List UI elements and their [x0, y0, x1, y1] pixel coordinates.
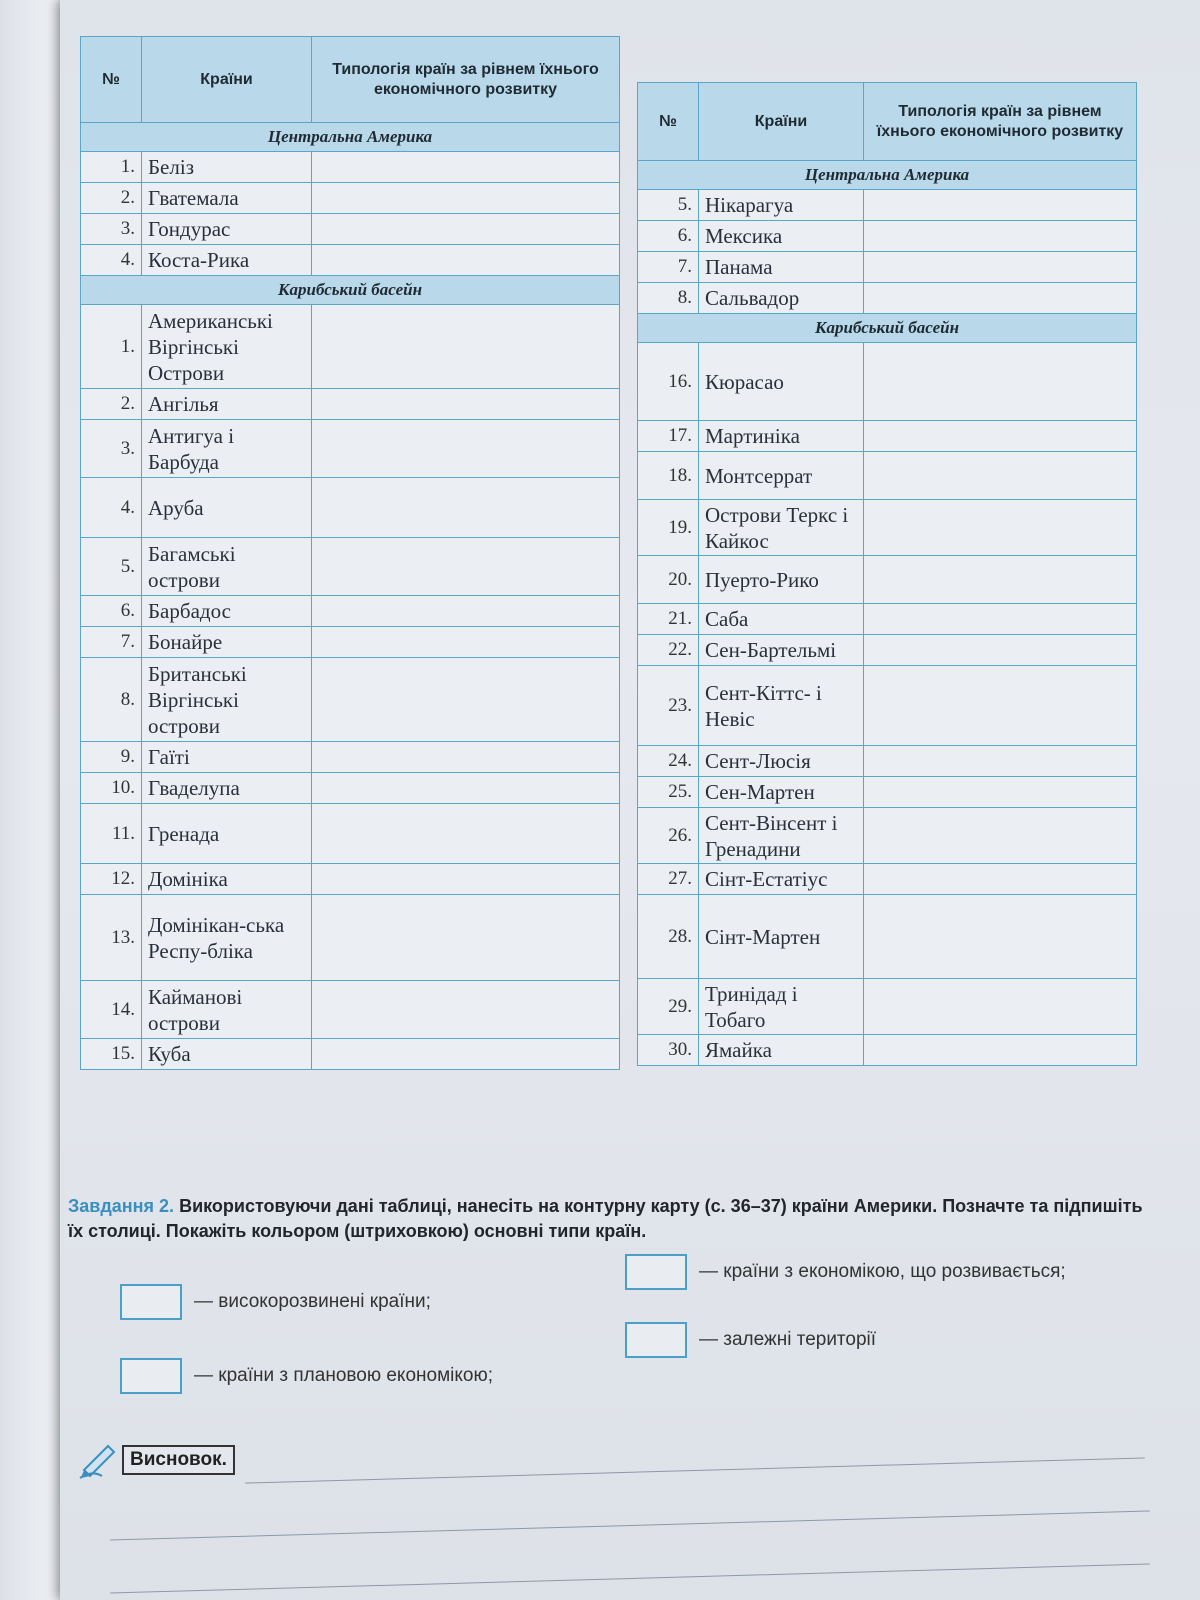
- row-number: 22.: [638, 635, 699, 666]
- typology-cell[interactable]: [312, 305, 620, 389]
- table-row: [638, 452, 1137, 500]
- row-number: 3.: [81, 420, 142, 478]
- country-name: Домініка: [142, 864, 312, 895]
- table-row: [638, 979, 1137, 1035]
- row-number: 7.: [81, 627, 142, 658]
- table-row: [81, 596, 620, 627]
- row-number: 2.: [81, 183, 142, 214]
- section-row: [638, 314, 1137, 343]
- table-row: [81, 389, 620, 420]
- row-number: 5.: [81, 538, 142, 596]
- row-number: 1.: [81, 152, 142, 183]
- row-number: 19.: [638, 500, 699, 556]
- typology-cell[interactable]: [312, 773, 620, 804]
- legend-label-developed: — високорозвинені країни;: [194, 1291, 431, 1312]
- table-row: [638, 604, 1137, 635]
- row-number: 14.: [81, 981, 142, 1039]
- country-name: Багамські острови: [142, 538, 312, 596]
- typology-cell[interactable]: [312, 214, 620, 245]
- typology-cell[interactable]: [864, 808, 1137, 864]
- table-row: [81, 305, 620, 389]
- country-name: Нікарагуа: [699, 190, 864, 221]
- countries-table-right: [637, 82, 1137, 1066]
- country-name: Сен-Бартельмі: [699, 635, 864, 666]
- typology-cell[interactable]: [864, 666, 1137, 746]
- typology-cell[interactable]: [312, 596, 620, 627]
- country-name: Барбадос: [142, 596, 312, 627]
- table-row: [81, 245, 620, 276]
- right-table-body: [638, 161, 1137, 1066]
- country-name: Саба: [699, 604, 864, 635]
- typology-cell[interactable]: [864, 635, 1137, 666]
- row-number: 1.: [81, 305, 142, 389]
- row-number: 13.: [81, 895, 142, 981]
- table-row: [638, 556, 1137, 604]
- legend-box-dependent[interactable]: [625, 1322, 687, 1358]
- row-number: 6.: [638, 221, 699, 252]
- table-row: [638, 221, 1137, 252]
- header-typology: Типологія країн за рівнем їхнього економічного розвитку: [864, 83, 1137, 161]
- row-number: 30.: [638, 1035, 699, 1066]
- table-row: [81, 773, 620, 804]
- task-text: Використовуючи дані таблиці, нанесіть на контурну карту (с. 36–37) країни Америки. Позначте та підпишіть їх столиці. Покажіть кольором (штриховкою) основні типи країн.: [68, 1196, 1143, 1241]
- table-row: [638, 895, 1137, 979]
- typology-cell[interactable]: [312, 864, 620, 895]
- typology-cell[interactable]: [864, 452, 1137, 500]
- typology-cell[interactable]: [312, 152, 620, 183]
- country-name: Ангілья: [142, 389, 312, 420]
- table-row: [81, 183, 620, 214]
- table-row: [81, 627, 620, 658]
- section-title: Центральна Америка: [81, 123, 620, 152]
- table-row: [81, 420, 620, 478]
- table-row: [638, 666, 1137, 746]
- legend-developing: [625, 1254, 1066, 1290]
- table-row: [638, 808, 1137, 864]
- country-name: Сен-Мартен: [699, 777, 864, 808]
- table-row: [638, 746, 1137, 777]
- table-row: [81, 981, 620, 1039]
- typology-cell[interactable]: [312, 895, 620, 981]
- row-number: 9.: [81, 742, 142, 773]
- row-number: 5.: [638, 190, 699, 221]
- section-title: Карибський басейн: [638, 314, 1137, 343]
- typology-cell[interactable]: [864, 421, 1137, 452]
- row-number: 24.: [638, 746, 699, 777]
- typology-cell[interactable]: [312, 183, 620, 214]
- legend-label-dependent: — залежні території: [699, 1329, 877, 1350]
- country-name: Кайманові острови: [142, 981, 312, 1039]
- row-number: 26.: [638, 808, 699, 864]
- legend-dependent: [625, 1322, 876, 1358]
- country-name: Домінікан-ська Респу-бліка: [142, 895, 312, 981]
- legend-label-planned: — країни з плановою економікою;: [194, 1365, 493, 1386]
- pen-icon: [78, 1440, 122, 1480]
- country-name: Американські Віргінські Острови: [142, 305, 312, 389]
- left-table-body: [81, 123, 620, 1070]
- header-number: №: [638, 83, 699, 161]
- legend-developed: [120, 1284, 431, 1320]
- table-row: [638, 864, 1137, 895]
- typology-cell[interactable]: [312, 742, 620, 773]
- row-number: 21.: [638, 604, 699, 635]
- country-name: Гондурас: [142, 214, 312, 245]
- row-number: 8.: [638, 283, 699, 314]
- country-name: Гаїті: [142, 742, 312, 773]
- typology-cell[interactable]: [864, 979, 1137, 1035]
- typology-cell[interactable]: [864, 746, 1137, 777]
- table-row: [81, 478, 620, 538]
- table-row: [81, 742, 620, 773]
- typology-cell[interactable]: [312, 804, 620, 864]
- table-row: [638, 190, 1137, 221]
- typology-cell[interactable]: [864, 1035, 1137, 1066]
- typology-cell[interactable]: [312, 658, 620, 742]
- country-name: Сінт-Естатіус: [699, 864, 864, 895]
- typology-cell[interactable]: [312, 981, 620, 1039]
- row-number: 29.: [638, 979, 699, 1035]
- table-row: [81, 804, 620, 864]
- typology-cell[interactable]: [312, 389, 620, 420]
- legend-box-planned[interactable]: [120, 1358, 182, 1394]
- country-name: Антигуа і Барбуда: [142, 420, 312, 478]
- country-name: Мартиніка: [699, 421, 864, 452]
- typology-cell[interactable]: [864, 221, 1137, 252]
- country-name: Панама: [699, 252, 864, 283]
- typology-cell[interactable]: [864, 252, 1137, 283]
- table-row: [81, 152, 620, 183]
- typology-cell[interactable]: [312, 478, 620, 538]
- country-name: Пуерто-Рико: [699, 556, 864, 604]
- table-row: [81, 1039, 620, 1070]
- table-row: [638, 283, 1137, 314]
- row-number: 18.: [638, 452, 699, 500]
- table-row: [638, 252, 1137, 283]
- table-row: [638, 500, 1137, 556]
- country-name: Монтсеррат: [699, 452, 864, 500]
- typology-cell[interactable]: [864, 895, 1137, 979]
- legend-box-developing[interactable]: [625, 1254, 687, 1290]
- table-row: [638, 635, 1137, 666]
- typology-cell[interactable]: [864, 864, 1137, 895]
- typology-cell[interactable]: [864, 777, 1137, 808]
- legend-label-developing: — країни з економікою, що розвивається;: [699, 1261, 1066, 1282]
- row-number: 12.: [81, 864, 142, 895]
- row-number: 10.: [81, 773, 142, 804]
- typology-cell[interactable]: [312, 245, 620, 276]
- row-number: 23.: [638, 666, 699, 746]
- row-number: 28.: [638, 895, 699, 979]
- country-name: Сент-Вінсент і Гренадини: [699, 808, 864, 864]
- country-name: Сінт-Мартен: [699, 895, 864, 979]
- country-name: Кюрасао: [699, 343, 864, 421]
- row-number: 27.: [638, 864, 699, 895]
- header-number: №: [81, 37, 142, 123]
- row-number: 4.: [81, 478, 142, 538]
- country-name: Аруба: [142, 478, 312, 538]
- row-number: 3.: [81, 214, 142, 245]
- country-name: Сальвадор: [699, 283, 864, 314]
- row-number: 6.: [81, 596, 142, 627]
- legend-planned: [120, 1358, 493, 1394]
- row-number: 11.: [81, 804, 142, 864]
- table-row: [81, 864, 620, 895]
- country-name: Куба: [142, 1039, 312, 1070]
- table-row: [81, 214, 620, 245]
- row-number: 7.: [638, 252, 699, 283]
- table-row: [638, 343, 1137, 421]
- conclusion: [78, 1440, 235, 1480]
- country-name: Гватемала: [142, 183, 312, 214]
- header-country: Країни: [699, 83, 864, 161]
- section-title: Центральна Америка: [638, 161, 1137, 190]
- country-name: Гваделупа: [142, 773, 312, 804]
- country-name: Сент-Люсія: [699, 746, 864, 777]
- typology-cell[interactable]: [864, 556, 1137, 604]
- section-row: [638, 161, 1137, 190]
- typology-cell[interactable]: [312, 420, 620, 478]
- country-name: Острови Теркс і Кайкос: [699, 500, 864, 556]
- row-number: 8.: [81, 658, 142, 742]
- row-number: 25.: [638, 777, 699, 808]
- typology-cell[interactable]: [864, 190, 1137, 221]
- country-name: Коста-Рика: [142, 245, 312, 276]
- typology-cell[interactable]: [864, 500, 1137, 556]
- country-name: Гренада: [142, 804, 312, 864]
- country-name: Беліз: [142, 152, 312, 183]
- section-row: [81, 276, 620, 305]
- table-row: [81, 895, 620, 981]
- typology-cell[interactable]: [312, 627, 620, 658]
- task-label: Завдання 2.: [68, 1196, 175, 1216]
- table-row: [638, 421, 1137, 452]
- row-number: 16.: [638, 343, 699, 421]
- country-name: Сент-Кіттс- і Невіс: [699, 666, 864, 746]
- country-name: Ямайка: [699, 1035, 864, 1066]
- header-typology: Типологія країн за рівнем їхнього економічного розвитку: [312, 37, 620, 123]
- section-row: [81, 123, 620, 152]
- typology-cell[interactable]: [864, 283, 1137, 314]
- typology-cell[interactable]: [312, 1039, 620, 1070]
- legend-box-developed[interactable]: [120, 1284, 182, 1320]
- conclusion-label: Висновок.: [122, 1445, 235, 1475]
- table-row: [638, 777, 1137, 808]
- row-number: 17.: [638, 421, 699, 452]
- table-row: [81, 538, 620, 596]
- table-row: [81, 658, 620, 742]
- typology-cell[interactable]: [864, 604, 1137, 635]
- typology-cell[interactable]: [864, 343, 1137, 421]
- row-number: 20.: [638, 556, 699, 604]
- task-2: [68, 1194, 1148, 1244]
- country-name: Тринідад і Тобаго: [699, 979, 864, 1035]
- country-name: Британські Віргінські острови: [142, 658, 312, 742]
- countries-table-left: [80, 36, 620, 1070]
- row-number: 15.: [81, 1039, 142, 1070]
- row-number: 2.: [81, 389, 142, 420]
- header-country: Країни: [142, 37, 312, 123]
- section-title: Карибський басейн: [81, 276, 620, 305]
- country-name: Бонайре: [142, 627, 312, 658]
- table-row: [638, 1035, 1137, 1066]
- typology-cell[interactable]: [312, 538, 620, 596]
- country-name: Мексика: [699, 221, 864, 252]
- row-number: 4.: [81, 245, 142, 276]
